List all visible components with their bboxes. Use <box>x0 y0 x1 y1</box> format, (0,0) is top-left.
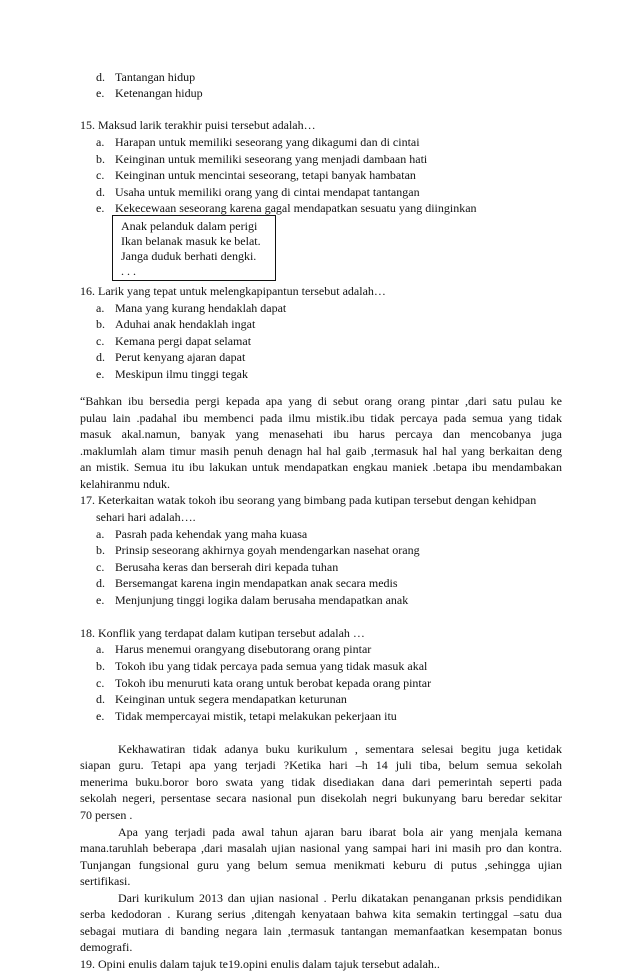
passage-line: sekolah negeri, persentase secara nasional pun disekolah negri bukunyang baru beredar sekitar <box>80 791 562 806</box>
option-text: Pasrah pada kehendak yang maha kuasa <box>115 526 308 541</box>
q15-option-b <box>96 151 427 168</box>
q16-option-c <box>96 333 251 350</box>
option-letter: c. <box>96 333 105 348</box>
option-letter: a. <box>96 135 105 150</box>
option-text: Keinginan untuk segera mendapatkan keturunan <box>115 692 347 707</box>
passage-line: masuk akal.namun, banyak yang menasehati ibu harus percaya dan mencobanya juga <box>80 427 562 442</box>
question-17: 17. Keterkaitan watak tokoh ibu seorang yang bimbang pada kutipan tersebut dengan kehidpan <box>80 493 537 508</box>
option-text: Ketenangan hidup <box>115 86 203 101</box>
option-text: Harus menemui orangyang disebutorang orang pintar <box>115 642 372 657</box>
option-text: Mana yang kurang hendaklah dapat <box>115 300 287 315</box>
q15-option-c <box>96 167 416 184</box>
q16-option-b <box>96 316 255 333</box>
option-letter: c. <box>96 168 105 183</box>
q15-option-d <box>96 184 420 201</box>
option-letter: a. <box>96 526 105 541</box>
passage-line: Apa yang terjadi pada awal tahun ajaran baru ibarat bola air yang menjala kemana <box>118 824 562 839</box>
option-text: Meskipun ilmu tinggi tegak <box>115 366 248 381</box>
option-text: Aduhai anak hendaklah ingat <box>115 317 256 332</box>
passage-line: sertifikasi. <box>80 874 131 889</box>
question-19: 19. Opini enulis dalam tajuk te19.opini enulis dalam tajuk tersebut adalah.. <box>80 957 440 971</box>
question-16: 16. Larik yang tepat untuk melengkapipantun tersebut adalah… <box>80 284 386 299</box>
passage-line: menerima buku.boror boro swata yang tidak disediakan dana dari pemerintah seperti pada <box>80 774 562 789</box>
question-17-continuation: sehari hari adalah…. <box>96 509 196 524</box>
q17-option-b <box>96 542 420 559</box>
option-letter: a. <box>96 642 105 657</box>
option-text: Keinginan untuk mencintai seseorang, tetapi banyak hambatan <box>115 168 416 183</box>
option-text: Usaha untuk memiliki orang yang di cintai mendapat tantangan <box>115 184 420 199</box>
option-text: Menjunjung tinggi logika dalam berusaha mendapatkan anak <box>115 592 409 607</box>
passage-line: demografi. <box>80 940 133 955</box>
passage-line: “Bahkan ibu bersedia pergi kepada apa yang di sebut orang orang pintar ,dari satu pulau ke <box>80 394 562 409</box>
q18-option-d <box>96 691 347 708</box>
passage-line: sebagai mutiara di banding negara lain ,termasuk tantangan memanfaatkan kesempatan bonus <box>80 923 562 938</box>
option-text: Perut kenyang ajaran dapat <box>115 350 246 365</box>
pantun-box <box>112 215 276 281</box>
q15-option-a <box>96 134 420 151</box>
q18-option-c <box>96 675 431 692</box>
q16-option-e <box>96 366 248 383</box>
q17-option-e <box>96 592 408 609</box>
option-text: Kemana pergi dapat selamat <box>115 333 252 348</box>
option-letter: e. <box>96 708 105 723</box>
question-18: 18. Konflik yang terdapat dalam kutipan tersebut adalah … <box>80 625 365 640</box>
q17-option-d <box>96 575 398 592</box>
q16-option-a <box>96 300 286 317</box>
option-letter: d. <box>96 184 105 199</box>
passage-line: Kekhawatiran tidak adanya buku kurikulum , sementara selesai begitu juga ketidak <box>118 741 562 756</box>
option-text: Harapan untuk memiliki seseorang yang dikagumi dan di cintai <box>115 135 420 150</box>
passage-line: siapan guru. Tetapi apa yang terjadi ?Ketika hari –h 14 juli tiba, belum semua sekolah <box>80 758 562 773</box>
pantun-line: Ikan belanak masuk ke belat. <box>121 233 261 248</box>
q18-option-e <box>96 708 397 725</box>
option-letter: d. <box>96 69 105 84</box>
passage-line: Dari kurikulum 2013 dan ujian nasional . Perlu dikatakan penanganan prksis pendidikan <box>118 890 562 905</box>
option-d <box>96 69 195 86</box>
option-letter: e. <box>96 86 105 101</box>
option-letter: d. <box>96 692 105 707</box>
option-letter: d. <box>96 350 105 365</box>
pantun-line: Anak pelanduk dalam perigi <box>121 218 258 233</box>
passage-line: .maklumlah alam timur masih penuh denagn hal hal gaib ,termasuk hal hal yang berkaitan deng <box>80 443 562 458</box>
option-text: Tokoh ibu menuruti kata orang untuk berobat kepada orang pintar <box>115 675 432 690</box>
option-text: Berusaha keras dan berserah diri kepada tuhan <box>115 559 339 574</box>
q16-option-d <box>96 349 245 366</box>
option-letter: a. <box>96 300 105 315</box>
option-text: Keinginan untuk memiliki seseorang yang menjadi dambaan hati <box>115 151 428 166</box>
passage-line: Tunjangan fungsional guru yang belum semua menikmati keburu di putus ,sehingga ujian <box>80 857 562 872</box>
option-text: Tidak mempercayai mistik, tetapi melakukan pekerjaan itu <box>115 708 397 723</box>
option-text: Bersemangat karena ingin mendapatkan anak secara medis <box>115 576 398 591</box>
option-letter: e. <box>96 201 105 216</box>
passage-line: 70 persen . <box>80 807 133 822</box>
question-15: 15. Maksud larik terakhir puisi tersebut adalah… <box>80 118 316 133</box>
option-text: Prinsip seseorang akhirnya goyah mendengarkan nasehat orang <box>115 543 420 558</box>
q17-option-a <box>96 526 307 543</box>
option-letter: e. <box>96 592 105 607</box>
pantun-line: Janga duduk berhati dengki. <box>121 248 257 263</box>
passage-line: pulau lain .padahal ibu membenci pada ilmu mistik.ibu tidak percaya pada semua yang tidak <box>80 410 562 425</box>
option-text: Tantangan hidup <box>115 69 196 84</box>
option-letter: c. <box>96 559 105 574</box>
q18-option-a <box>96 641 371 658</box>
option-e <box>96 85 203 102</box>
pantun-line: . . . <box>121 263 136 278</box>
option-letter: b. <box>96 658 105 673</box>
option-letter: e. <box>96 366 105 381</box>
q17-option-c <box>96 559 338 576</box>
q18-option-b <box>96 658 427 675</box>
option-text: Tokoh ibu yang tidak percaya pada semua yang tidak masuk akal <box>115 658 428 673</box>
passage-line: mana.taruhlah beberapa ,dari masalah ujian nasional yang sampai hari ini masih pro dan kontra. <box>80 841 562 856</box>
passage-line: an mistik. Semua itu ibu lakukan untuk mendapatkan engkau maniek .betapa ibu mendambakan <box>80 460 562 475</box>
option-letter: c. <box>96 675 105 690</box>
option-letter: b. <box>96 151 105 166</box>
option-letter: d. <box>96 576 105 591</box>
passage-line: serba kedodoran . Kurang serius ,ditengah kenyataan bahwa kita semakin tertinggal –satu dua <box>80 907 562 922</box>
option-letter: b. <box>96 317 105 332</box>
passage-line: kelahiranmu nduk. <box>80 476 170 491</box>
option-text: Kekecewaan seseorang karena gagal mendapatkan sesuatu yang diinginkan <box>115 201 477 216</box>
option-letter: b. <box>96 543 105 558</box>
